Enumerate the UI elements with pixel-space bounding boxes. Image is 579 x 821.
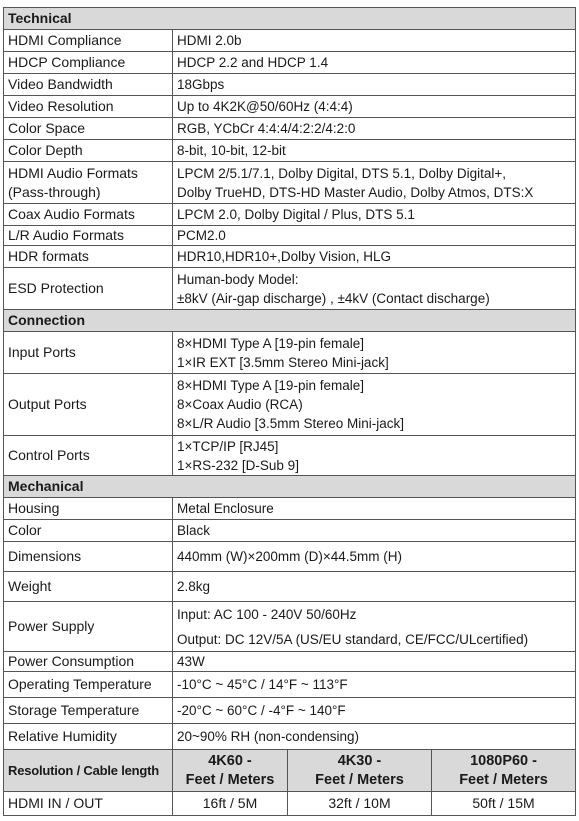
spec-row-color-space	[4, 118, 576, 140]
spec-label	[4, 52, 173, 74]
spec-label	[4, 374, 173, 436]
spec-row-power-supply	[4, 602, 576, 652]
spec-value	[173, 30, 576, 52]
spec-row-video-resolution	[4, 96, 576, 118]
spec-label	[4, 436, 173, 476]
spec-value-line: 18Gbps	[177, 77, 225, 92]
spec-value-line: Up to 4K2K@50/60Hz (4:4:4)	[177, 99, 353, 114]
spec-value-line: RGB, YCbCr 4:4:4/4:2:2/4:2:0	[177, 121, 356, 136]
spec-value	[173, 74, 576, 96]
spec-value	[173, 204, 576, 226]
cable-col-unit: Feet / Meters	[459, 771, 548, 788]
spec-value	[173, 162, 576, 204]
spec-value-line: 8-bit, 10-bit, 12-bit	[177, 143, 286, 158]
spec-label	[4, 572, 173, 602]
cable-value-4k30: 32ft / 10M	[288, 792, 432, 816]
spec-label	[4, 140, 173, 162]
spec-row-relative-humidity	[4, 724, 576, 750]
spec-label	[4, 724, 173, 750]
spec-label-line: Relative Humidity	[8, 728, 117, 744]
spec-value-line: Dolby TrueHD, DTS-HD Master Audio, Dolby Atmos, DTS:X	[177, 184, 534, 200]
spec-row-esd-protection	[4, 268, 576, 310]
spec-value	[173, 246, 576, 268]
spec-label-line: Coax Audio Formats	[8, 206, 135, 222]
spec-row-hdr-formats	[4, 246, 576, 268]
spec-value-line: Input: AC 100 - 240V 50/60Hz	[177, 606, 357, 622]
spec-row-operating-temperature	[4, 672, 576, 698]
section-header-technical	[4, 8, 576, 30]
spec-value	[173, 602, 576, 652]
spec-label-line: (Pass-through)	[8, 183, 101, 200]
spec-row-hdmi-compliance	[4, 30, 576, 52]
spec-value-line: Human-body Model:	[177, 271, 299, 287]
spec-label	[4, 30, 173, 52]
spec-label-line: ESD Protection	[8, 280, 104, 296]
spec-label-line: Storage Temperature	[8, 702, 140, 718]
spec-table-body	[4, 8, 576, 816]
cable-value-1080p60: 50ft / 15M	[432, 792, 576, 816]
cable-header-label: Resolution / Cable length	[4, 750, 173, 792]
cable-length-row	[4, 792, 576, 816]
spec-label-line: Video Resolution	[8, 98, 114, 114]
section-title: Technical	[4, 8, 576, 30]
spec-label-line: Control Ports	[8, 447, 90, 463]
spec-label-line: HDCP Compliance	[8, 54, 126, 70]
spec-label	[4, 672, 173, 698]
spec-value	[173, 52, 576, 74]
spec-label	[4, 698, 173, 724]
spec-value-line: 8×Coax Audio (RCA)	[177, 397, 303, 412]
spec-label	[4, 542, 173, 572]
cable-col-title: 4K30 -	[337, 752, 382, 769]
spec-label-line: Color	[8, 522, 42, 538]
spec-label	[4, 226, 173, 246]
spec-row-coax-audio-formats	[4, 204, 576, 226]
cable-length-header-row	[4, 750, 576, 792]
spec-label-line: Weight	[8, 578, 52, 594]
spec-value-line: LPCM 2.0, Dolby Digital / Plus, DTS 5.1	[177, 207, 415, 222]
spec-row-l-r-audio-formats	[4, 226, 576, 246]
spec-value	[173, 96, 576, 118]
spec-value	[173, 672, 576, 698]
spec-value	[173, 542, 576, 572]
spec-label	[4, 520, 173, 542]
cable-col-title: 4K60 -	[208, 752, 252, 769]
spec-value	[173, 652, 576, 672]
spec-value-line: HDMI 2.0b	[177, 33, 242, 48]
spec-value-line: PCM2.0	[177, 228, 226, 243]
spec-label-line: HDMI Audio Formats	[8, 164, 138, 181]
spec-value-line: 440mm (W)×200mm (D)×44.5mm (H)	[177, 549, 403, 564]
spec-value-line: 2.8kg	[177, 579, 211, 594]
spec-row-power-consumption	[4, 652, 576, 672]
spec-value-line: 20~90% RH (non-condensing)	[177, 729, 359, 744]
cable-col-4k30	[288, 750, 432, 792]
spec-value-line: 8×HDMI Type A [19-pin female]	[177, 378, 364, 393]
spec-label	[4, 332, 173, 374]
section-title: Mechanical	[4, 476, 576, 498]
spec-label-line: Color Depth	[8, 142, 83, 158]
spec-label-line: Power Supply	[8, 618, 95, 634]
spec-label	[4, 498, 173, 520]
cable-row-label: HDMI IN / OUT	[4, 792, 173, 816]
spec-row-color-depth	[4, 140, 576, 162]
spec-value	[173, 226, 576, 246]
spec-value-line: -10°C ~ 45°C / 14°F ~ 113°F	[177, 677, 348, 692]
spec-row-storage-temperature	[4, 698, 576, 724]
spec-label	[4, 602, 173, 652]
spec-label-line: Output Ports	[8, 396, 87, 412]
spec-row-hdmi-audio-formats-pass-through	[4, 162, 576, 204]
spec-value-line: 43W	[177, 654, 205, 669]
spec-label-line: HDR formats	[8, 248, 89, 264]
spec-value	[173, 436, 576, 476]
spec-row-dimensions	[4, 542, 576, 572]
spec-label	[4, 162, 173, 204]
spec-label-line: Video Bandwidth	[8, 76, 113, 92]
spec-row-output-ports	[4, 374, 576, 436]
spec-value-line: HDCP 2.2 and HDCP 1.4	[177, 55, 329, 70]
spec-value	[173, 118, 576, 140]
spec-label-line: Color Space	[8, 120, 86, 136]
cable-col-title: 1080P60 -	[470, 752, 537, 769]
spec-label-line: HDMI Compliance	[8, 32, 122, 48]
spec-row-color	[4, 520, 576, 542]
spec-row-weight	[4, 572, 576, 602]
spec-value-line: 8×L/R Audio [3.5mm Stereo Mini-jack]	[177, 416, 404, 431]
section-title: Connection	[4, 310, 576, 332]
spec-value	[173, 698, 576, 724]
spec-label-line: Operating Temperature	[8, 676, 152, 692]
spec-value-line: 1×TCP/IP [RJ45]	[177, 438, 279, 454]
spec-value-line: 1×IR EXT [3.5mm Stereo Mini-jack]	[177, 354, 389, 370]
spec-label	[4, 96, 173, 118]
spec-label	[4, 652, 173, 672]
spec-value-line: -20°C ~ 60°C / -4°F ~ 140°F	[177, 703, 346, 718]
spec-label	[4, 268, 173, 310]
spec-value-line: Black	[177, 523, 211, 538]
spec-label-line: Housing	[8, 500, 60, 516]
spec-label	[4, 74, 173, 96]
spec-value	[173, 140, 576, 162]
spec-label	[4, 118, 173, 140]
spec-value	[173, 332, 576, 374]
spec-value-line: 8×HDMI Type A [19-pin female]	[177, 335, 364, 351]
cable-col-4k60	[173, 750, 288, 792]
spec-value-line: HDR10,HDR10+,Dolby Vision, HLG	[177, 249, 391, 264]
section-header-connection	[4, 310, 576, 332]
spec-table	[3, 7, 576, 816]
spec-value	[173, 724, 576, 750]
spec-value-line: Output: DC 12V/5A (US/EU standard, CE/FCC/ULcertified)	[177, 631, 529, 647]
spec-label-line: Power Consumption	[8, 653, 135, 669]
spec-row-control-ports	[4, 436, 576, 476]
spec-row-hdcp-compliance	[4, 52, 576, 74]
spec-label-line: Dimensions	[8, 548, 82, 564]
spec-row-input-ports	[4, 332, 576, 374]
section-header-mechanical	[4, 476, 576, 498]
spec-value	[173, 520, 576, 542]
spec-value	[173, 572, 576, 602]
spec-row-video-bandwidth	[4, 74, 576, 96]
spec-value-line: 1×RS-232 [D-Sub 9]	[177, 457, 299, 473]
spec-value-line: LPCM 2/5.1/7.1, Dolby Digital, DTS 5.1, Dolby Digital+,	[177, 165, 507, 181]
spec-value	[173, 268, 576, 310]
cable-col-1080p60	[432, 750, 576, 792]
spec-label	[4, 246, 173, 268]
spec-label-line: Input Ports	[8, 344, 76, 360]
spec-row-housing	[4, 498, 576, 520]
cable-col-unit: Feet / Meters	[185, 771, 275, 788]
spec-label	[4, 204, 173, 226]
spec-value	[173, 374, 576, 436]
spec-label-line: L/R Audio Formats	[8, 227, 124, 243]
cable-col-unit: Feet / Meters	[315, 771, 404, 788]
spec-value	[173, 498, 576, 520]
spec-value-line: Metal Enclosure	[177, 501, 274, 516]
cable-value-4k60: 16ft / 5M	[173, 792, 288, 816]
spec-value-line: ±8kV (Air-gap discharge) , ±4kV (Contact discharge)	[177, 290, 490, 306]
